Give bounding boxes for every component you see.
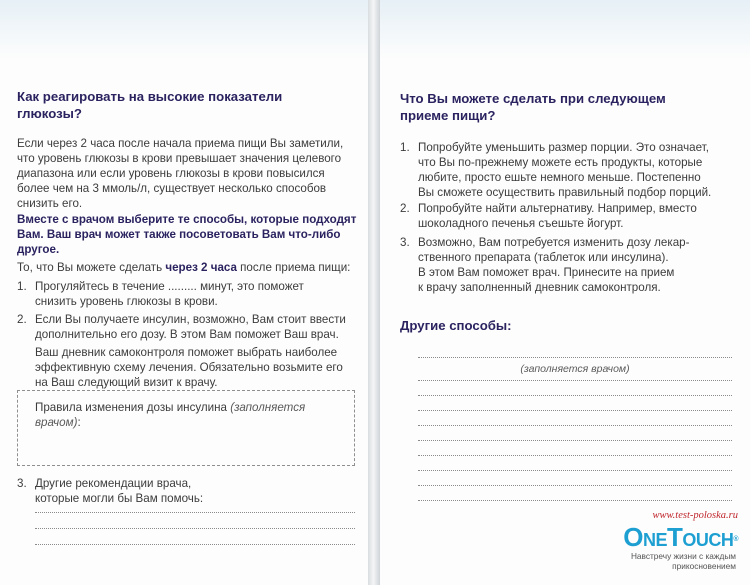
- other-methods-note: (заполняется врачом): [520, 363, 630, 375]
- item-line: Вы сможете осуществить правильный подбор порций.: [418, 186, 712, 199]
- left-page-tint: [0, 0, 370, 60]
- item-line: дополнительно его дозу. В этом Вам поможет Ваш врач.: [35, 328, 339, 341]
- item-line: Попробуйте уменьшить размер порции. Это означает,: [418, 141, 709, 154]
- left-item-2-number: 2.: [17, 313, 27, 326]
- left-heading-line-2: глюкозы?: [17, 106, 82, 121]
- after-meal-line: [17, 260, 362, 275]
- item-line: которые могли бы Вам помочь:: [35, 492, 204, 505]
- left-heading: [17, 88, 357, 122]
- diary-line: эффективную схему лечения. Обязательно возьмите его: [35, 361, 343, 374]
- right-item-2-number: 2.: [400, 202, 410, 215]
- item-line: Возможно, Вам потребуется изменить дозу лекар-: [418, 236, 690, 249]
- item-line: Другие рекомендации врача,: [35, 477, 192, 490]
- fill-in-line[interactable]: [418, 357, 732, 358]
- slogan-line: Навстречу жизни с каждым: [630, 551, 736, 561]
- box-label-text: Правила изменения дозы инсулина: [35, 401, 231, 414]
- left-doctor-paragraph: [17, 212, 362, 257]
- left-item-1-number: 1.: [17, 280, 27, 293]
- intro-line: что уровень глюкозы в крови превышает значения целевого: [17, 152, 342, 165]
- item-line: что Вы по-прежнему можете есть продукты, которые: [418, 156, 703, 169]
- logo-brand-text: OneTouch: [623, 522, 734, 552]
- other-methods-heading: Другие способы:: [400, 318, 512, 333]
- item-line: шоколадного печенья съешьте йогурт.: [418, 217, 624, 230]
- item-line: Попробуйте найти альтернативу. Например, вместо: [418, 202, 697, 215]
- fill-in-line[interactable]: [35, 544, 355, 545]
- fill-in-line[interactable]: [418, 410, 732, 411]
- intro-line: диапазона или если уровень глюкозы в крови повысился: [17, 167, 325, 180]
- fill-in-line[interactable]: [35, 512, 355, 513]
- logo-registered-mark: ®: [733, 536, 738, 543]
- fill-in-line[interactable]: [35, 528, 355, 529]
- fill-in-line[interactable]: [418, 425, 732, 426]
- fill-in-line[interactable]: [418, 455, 732, 456]
- diary-paragraph: [35, 345, 365, 390]
- slogan-line: прикосновением: [672, 561, 736, 571]
- left-intro-paragraph: [17, 136, 362, 211]
- diary-line: Ваш дневник самоконтроля поможет выбрать наиболее: [35, 346, 338, 359]
- fill-in-line[interactable]: [418, 485, 732, 486]
- fill-in-line[interactable]: [418, 500, 732, 501]
- logo-url: www.test-poloska.ru: [652, 510, 738, 521]
- right-item-2-text: [418, 201, 738, 231]
- left-heading-line-1: Как реагировать на высокие показатели: [17, 89, 283, 104]
- right-item-3-number: 3.: [400, 236, 410, 249]
- after-meal-suffix: после приема пищи:: [236, 261, 351, 274]
- box-label-note: (заполняется врачом): [35, 401, 306, 429]
- item-line: снизить уровень глюкозы в крови.: [35, 295, 218, 308]
- doctor-line: Вам. Ваш врач может также посоветовать Вам что-либо: [17, 228, 341, 241]
- after-meal-prefix: То, что Вы можете сделать: [17, 261, 166, 274]
- doctor-line: Вместе с врачом выберите те способы, которые подходят: [17, 213, 357, 226]
- right-heading: [400, 90, 730, 124]
- left-item-3-text: [35, 476, 365, 506]
- box-label-colon: :: [77, 416, 81, 429]
- right-page-tint: [378, 0, 750, 60]
- onetouch-logo: [598, 523, 738, 551]
- item-line: любите, просто ешьте немного меньше. Постепенно: [418, 171, 701, 184]
- item-line: В этом Вам поможет врач. Принесите на прием: [418, 266, 675, 279]
- right-heading-line-2: приеме пищи?: [400, 108, 496, 123]
- fill-in-line[interactable]: [418, 470, 732, 471]
- logo-slogan: [600, 551, 736, 571]
- left-item-2-text: [35, 312, 365, 342]
- left-item-3-number: 3.: [17, 477, 27, 490]
- book-gutter: [368, 0, 380, 585]
- right-item-3-text: [418, 235, 738, 295]
- after-meal-highlight: через 2 часа: [165, 261, 237, 274]
- item-line: ственного препарата (таблеток или инсулина).: [418, 251, 669, 264]
- item-line: Прогуляйтесь в течение ......... минут, это поможет: [35, 280, 304, 293]
- fill-in-line[interactable]: [418, 380, 732, 381]
- fill-in-line[interactable]: [418, 395, 732, 396]
- item-line: к врачу заполненный дневник самоконтроля.: [418, 281, 661, 294]
- intro-line: Если через 2 часа после начала приема пищи Вы заметили,: [17, 137, 344, 150]
- intro-line: более чем на 3 ммоль/л, существует несколько способов: [17, 182, 327, 195]
- right-heading-line-1: Что Вы можете сделать при следующем: [400, 91, 666, 106]
- item-line: Если Вы получаете инсулин, возможно, Вам стоит ввести: [35, 313, 346, 326]
- right-item-1-number: 1.: [400, 141, 410, 154]
- diary-line: на Ваш следующий визит к врачу.: [35, 376, 218, 389]
- fill-in-line[interactable]: [418, 440, 732, 441]
- intro-line: снизить его.: [17, 197, 83, 210]
- left-item-1-text: [35, 279, 365, 309]
- insulin-dose-box-label: [35, 400, 350, 430]
- doctor-line: другое.: [17, 243, 60, 256]
- right-item-1-text: [418, 140, 738, 200]
